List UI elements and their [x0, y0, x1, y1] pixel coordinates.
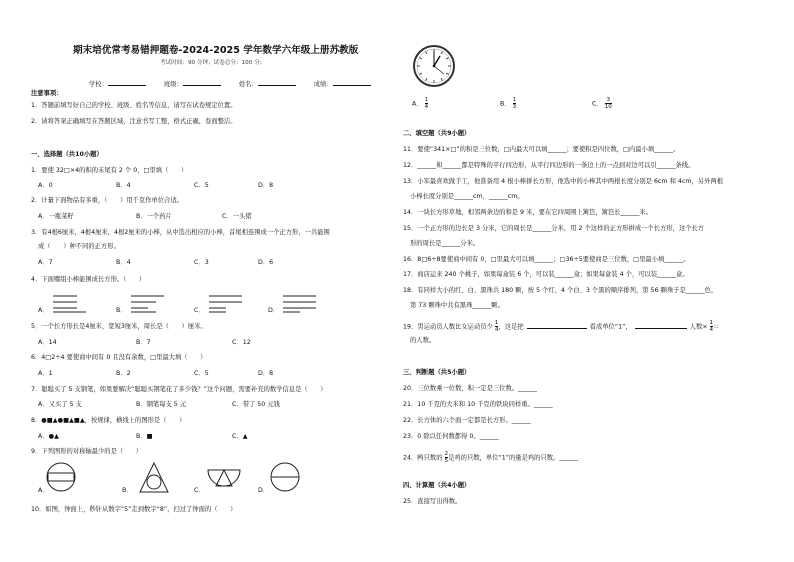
option-b[interactable]: B．4: [116, 259, 131, 266]
judge-question: 23．0 除以任何数都得 0。______: [403, 433, 499, 440]
option-a[interactable]: A．●▲: [38, 433, 59, 440]
exam-meta: 考试时间：90 分钟；试卷总分：100 分；: [160, 60, 266, 66]
section-heading-fill: 二、填空题（共9小题）: [403, 130, 471, 137]
judge-question: 22．长方体的六个面一定都是长方形。______: [403, 417, 531, 424]
fraction: $\frac{2}{5}$: [444, 451, 449, 464]
triangle-with-circle-icon: [138, 462, 172, 494]
stick-set-d-icon: [280, 292, 320, 314]
option-c[interactable]: C．5: [194, 370, 209, 377]
fill-question-cont: 第 73 颗珠中共有黑珠______颗。: [410, 302, 504, 309]
note-item: 1．答题前填写好自己的学校、班级、姓名等信息，请写在试卷规定位置。: [31, 102, 237, 109]
page-title: 期末培优常考易错押题卷-2024-2025 学年数学六年级上册苏教版: [73, 45, 359, 56]
question-stem: 6．4□2÷4 要使商中间有 0 且没有余数，□里最大填（ ）: [31, 354, 207, 361]
q10-option-a[interactable]: A． $\frac{1}{4}$: [412, 97, 429, 110]
clock-icon: [412, 44, 456, 88]
stick-set-b-icon: [128, 292, 168, 314]
option-b[interactable]: B．4: [116, 182, 131, 189]
option-b[interactable]: B．7: [136, 339, 151, 346]
fraction: $\frac{1}{4}$: [709, 320, 714, 333]
fill-question: 11．要使“341×□”的积是三位数，□内最大可以填______；要使积是四位数，□内最小填______。: [403, 146, 680, 153]
fill-question: 18．有同样大小的红、白、黑珠共 180 颗，按 5 个红、4 个白、3 个黑的顺序排列，第 56 颗珠子是______色，: [403, 287, 718, 294]
question-stem: 2．计量下面物品有多重，（ ）用千克作单位合适。: [31, 197, 183, 204]
option-c[interactable]: C．一头猪: [222, 213, 252, 220]
fraction: $\frac{1}{4}$: [494, 320, 499, 333]
q10-option-c[interactable]: C． $\frac{3}{10}$: [592, 97, 612, 110]
judge-question: 21．10 千克的大米和 10 千克的铁块同样重。______: [403, 401, 553, 408]
name-label: 姓名：: [238, 81, 258, 88]
option-c[interactable]: C．带了 50 元钱: [232, 401, 280, 408]
score-label: 成绩：: [313, 81, 333, 88]
question-stem: 3．有4根6厘米，4根4厘米，4根2厘米的小棒，从中选出相应的小棒，首尾相连围成一个正方形，一共能围: [31, 229, 330, 236]
option-d[interactable]: D．8: [258, 182, 274, 189]
judge-question: 20．三位数乘一位数，积一定是三位数。______: [403, 385, 537, 392]
stick-set-c-icon: [206, 292, 246, 314]
fill-question-cont: 的人数。: [410, 337, 436, 344]
option-b[interactable]: B．: [116, 307, 127, 314]
question-stem: 7．聪聪买了 5 支钢笔，如果要解决“聪聪买钢笔花了多少钱？”这个问题，需要补充的数学信息是（ ）: [31, 386, 327, 393]
question-stem: 5．一个长方形长是4厘米，宽短3厘米，周长是（ ）厘米。: [31, 323, 207, 330]
section-heading-choice: 一、选择题（共10小题）: [31, 151, 103, 158]
fill-question: 15．一个正方形的边长是 3 分米，它的周长是______分米，用 2 个这样的正方形拼成一个长方形，这个长方: [403, 225, 705, 232]
info-fields: [89, 79, 371, 89]
option-a[interactable]: A．一瓶菜籽: [38, 213, 74, 220]
question-stem-cont: 成（ ）种不同的正方形。: [38, 243, 120, 250]
option-c[interactable]: C．3: [194, 259, 209, 266]
option-a[interactable]: A．: [38, 307, 49, 314]
option-c[interactable]: C．12: [232, 339, 251, 346]
note-item: 2．请将答案正确填写在答题区域，注意书写工整，格式正确，卷面整洁。: [31, 118, 237, 125]
answer-blank[interactable]: [527, 322, 587, 329]
fill-question: 12．______和______都是特殊的平行四边形，从平行四边形的一条边上的一点到对边可以引______条线。: [403, 162, 695, 169]
question-stem: 9．下列图形的对称轴最少的是（ ）: [31, 448, 143, 455]
fill-question: 16．8□6÷8要使商中间有 0，□里最大可以填______；□36÷5要使商是三位数，□里最小填______。: [403, 256, 690, 263]
option-b[interactable]: B．钢笔每支 5 元: [136, 401, 187, 408]
option-a[interactable]: A．1: [38, 370, 53, 377]
fraction: $\frac{1}{3}$: [512, 97, 517, 110]
question-stem: 10．如图，钟面上，秒针从数字“5”走到数字“8”，扫过了钟面的（ ）: [31, 506, 237, 513]
fill-question-cont: 小棒长度分别是______cm，______cm。: [410, 193, 524, 200]
school-label: 学校：: [89, 81, 108, 88]
school-field[interactable]: [108, 79, 146, 86]
circle-with-diameter-icon: [270, 462, 302, 494]
section-heading-calc: 四、计算题（共4小题）: [403, 482, 471, 489]
q10-option-b[interactable]: B． $\frac{1}{3}$: [500, 97, 517, 110]
fill-question-cont: 形的周长是______分米。: [410, 240, 480, 247]
semicircle-triangle-icon: [206, 466, 246, 494]
option-b[interactable]: B．2: [116, 370, 131, 377]
answer-blank[interactable]: [635, 322, 687, 329]
circle-with-chord-icon: [46, 462, 78, 494]
option-d[interactable]: D．: [258, 487, 270, 494]
option-c[interactable]: C．: [194, 307, 205, 314]
fill-question-19: 19．男运动员人数比女运动员少 $\frac{1}{4}$ ，这是把 看成单位“1”， 人数× $\frac{1}{4}$ ＝: [403, 320, 720, 333]
fraction: $\frac{1}{4}$: [424, 97, 429, 110]
fill-question: 17．商店运来 240 个桃子，如果每盒装 6 个，可以装______盒；如果每盒装 4 个，可以装______盒。: [403, 271, 689, 278]
option-a[interactable]: A．: [38, 487, 49, 494]
class-label: 班级：: [163, 81, 183, 88]
fill-question: 14．一块长方形草地，相邻两条边的和是 9 米，要在它四周围上篱笆，篱笆长______米。: [403, 209, 653, 216]
option-b[interactable]: B．: [122, 487, 133, 494]
stick-set-a-icon: [50, 292, 90, 314]
score-field[interactable]: [333, 79, 371, 86]
calc-question: 25．直接写出得数。: [403, 498, 462, 505]
option-a[interactable]: A．14: [38, 339, 57, 346]
notes-heading: 注意事项：: [31, 90, 63, 97]
option-b[interactable]: B．■: [136, 433, 153, 440]
judge-question-24: 24．鸭只数的 $\frac{2}{5}$ 是鸡的只数，单位“1”的量是鸡的只数。______: [403, 451, 579, 464]
option-c[interactable]: C．: [194, 487, 205, 494]
option-c[interactable]: C．5: [194, 182, 209, 189]
option-a[interactable]: A．7: [38, 259, 53, 266]
fill-question: 13．小军最喜欢做手工，他准备用 4 根小棒拼长方形，他选中的小棒其中两根长度分别是 6cm 和 4cm，另外两根: [403, 178, 723, 185]
option-a[interactable]: A．0: [38, 182, 53, 189]
option-d[interactable]: D．: [268, 307, 280, 314]
name-field[interactable]: [258, 79, 296, 86]
fraction: $\frac{3}{10}$: [604, 97, 612, 110]
question-stem: 8．●■▲●■▲■▲，按规律，横线上的图形是（ ）: [31, 417, 186, 424]
question-stem: 1．要使 32□×4的积的末尾有 2 个 0，□里填（ ）: [31, 167, 188, 174]
option-a[interactable]: A．又买了 5 支: [38, 401, 82, 408]
option-d[interactable]: D．6: [258, 259, 274, 266]
option-b[interactable]: B．一个药片: [136, 213, 172, 220]
question-stem: 4．下面哪组小棒能围成长方形。（ ）: [31, 276, 146, 283]
class-field[interactable]: [183, 79, 221, 86]
option-d[interactable]: D．8: [258, 370, 274, 377]
section-heading-judge: 三、判断题（共5小题）: [403, 369, 471, 376]
option-c[interactable]: C．▲: [232, 433, 248, 440]
